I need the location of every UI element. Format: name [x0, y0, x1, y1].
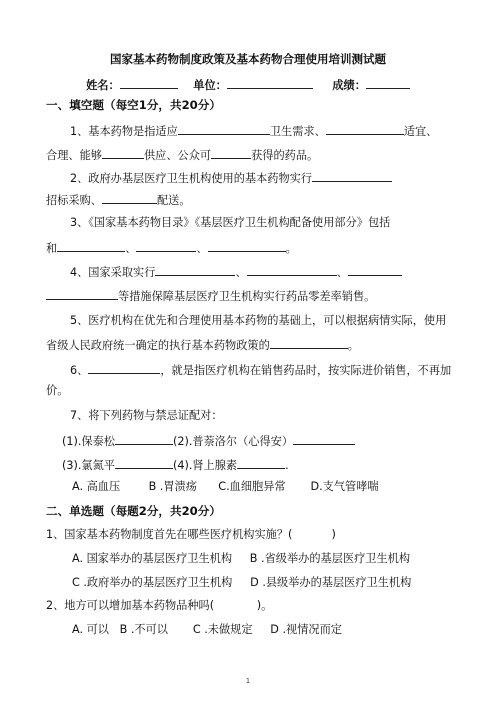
- choice-question-1-options-ab: A. 国家举办的基层医疗卫生机构 B .省级举办的基层医疗卫生机构: [72, 552, 411, 565]
- question-text: 、: [235, 266, 247, 279]
- unit-field[interactable]: [227, 77, 313, 89]
- question-text: 。: [285, 242, 297, 255]
- question-3-line-2: [46, 240, 496, 256]
- question-text: 招标采购、: [46, 194, 102, 207]
- question-3-line-1: [70, 216, 496, 230]
- page-title: 国家基本药物制度政策及基本药物合理使用培训测试题: [110, 52, 386, 66]
- question-2-line-2: [46, 192, 496, 208]
- answer-blank[interactable]: [57, 240, 125, 252]
- question-5-line-2: [46, 337, 496, 353]
- answer-blank[interactable]: [208, 240, 286, 252]
- answer-blank[interactable]: [102, 192, 157, 204]
- answer-blank[interactable]: [88, 362, 160, 374]
- section-heading-single-choice: 二、单选题（每题2分，共20分）: [46, 504, 221, 518]
- question-text: 和: [46, 242, 58, 255]
- question-7-pair-row-1: [62, 433, 496, 449]
- name-label: 姓名：: [86, 79, 120, 92]
- question-text: 配送。: [156, 194, 191, 207]
- unit-label: 单位：: [193, 79, 227, 92]
- question-6-line-2: [46, 384, 496, 398]
- question-4-line-1: [70, 264, 496, 280]
- answer-blank[interactable]: [247, 264, 337, 276]
- choice-question-2: 2、地方可以增加基本药物品种吗( )。: [46, 599, 273, 612]
- answer-blank[interactable]: [102, 147, 144, 159]
- question-7-pair-row-2: [62, 457, 496, 473]
- question-text: 、: [336, 266, 348, 279]
- answer-blank[interactable]: [46, 288, 118, 300]
- answer-blank[interactable]: [348, 264, 402, 276]
- question-6-line-1: [70, 362, 496, 378]
- question-text: 、: [125, 242, 137, 255]
- score-field[interactable]: [366, 77, 410, 89]
- question-1-line-1: [70, 123, 496, 139]
- question-text: (1).保泰松: [62, 435, 115, 448]
- score-label: 成绩：: [332, 79, 366, 92]
- choice-question-2-options: A. 可以 B .不可以 C .未做规定 D .视情况而定: [72, 623, 342, 636]
- question-text: (3).氯氮平: [62, 459, 115, 472]
- answer-blank[interactable]: [211, 147, 251, 159]
- question-text: 、: [196, 242, 208, 255]
- header-fields: [0, 77, 496, 93]
- question-text: 。: [347, 339, 359, 352]
- question-text: (4).肾上腺素: [172, 459, 238, 472]
- name-field[interactable]: [120, 77, 178, 89]
- question-text: 等措施保障基层医疗卫生机构实行药品零差率销售。: [118, 290, 376, 303]
- page-number: 1: [245, 677, 251, 685]
- question-text: 卫生需求、: [269, 125, 326, 138]
- question-2-line-1: [70, 170, 496, 186]
- answer-blank[interactable]: [115, 457, 173, 469]
- question-text: 6、: [70, 364, 89, 377]
- question-text: ，就是指医疗机构在销售药品时，按实际进价销售，不再加: [160, 364, 452, 377]
- question-text: 5、医疗机构在优先和合理使用基本药物的基础上，可以根据病情实际，使用: [70, 314, 447, 327]
- answer-blank[interactable]: [237, 457, 285, 469]
- answer-blank[interactable]: [178, 123, 270, 135]
- choice-question-1: 1、国家基本药物制度首先在哪些医疗机构实施？( ): [46, 528, 336, 541]
- answer-blank[interactable]: [270, 337, 348, 349]
- section-heading-fill: 一、填空题（每空1分，共20分）: [46, 98, 221, 112]
- answer-blank[interactable]: [293, 433, 355, 445]
- question-4-line-2: [46, 288, 496, 304]
- question-text: 省级人民政府统一确定的执行基本药物政策的: [46, 339, 270, 352]
- choice-question-1-options-cd: C .政府举办的基层医疗卫生机构 D .县级举办的基层医疗卫生机构: [72, 576, 412, 589]
- question-text: 3、《国家基本药物目录》《基层医疗卫生机构配备使用部分》包括: [70, 216, 391, 229]
- question-text: 4、国家采取实行: [70, 266, 156, 279]
- question-text: 价。: [46, 384, 69, 397]
- answer-blank[interactable]: [136, 240, 196, 252]
- answer-blank[interactable]: [115, 433, 173, 445]
- answer-blank[interactable]: [326, 123, 404, 135]
- answer-blank[interactable]: [312, 170, 392, 182]
- question-7-options: A. 高血压 B .胃溃疡 C.血细胞异常 D.支气管哮喘: [72, 480, 379, 493]
- question-text: 获得的药品。: [251, 149, 319, 162]
- question-text: 供应、公众可: [143, 149, 212, 162]
- question-7-stem: 7、将下列药物与禁忌证配对：: [70, 409, 223, 422]
- answer-blank[interactable]: [155, 264, 235, 276]
- question-1-line-2: [46, 147, 496, 163]
- question-text: (2).普萘洛尔（心得安）: [172, 435, 294, 448]
- question-5-line-1: [70, 314, 496, 328]
- question-text: 合理、能够: [46, 149, 102, 162]
- question-text: 适宜、: [403, 125, 438, 138]
- question-text: .: [285, 459, 289, 472]
- question-text: 1、基本药物是指适应: [70, 125, 178, 138]
- question-text: 2、政府办基层医疗卫生机构使用的基本药物实行: [70, 172, 313, 185]
